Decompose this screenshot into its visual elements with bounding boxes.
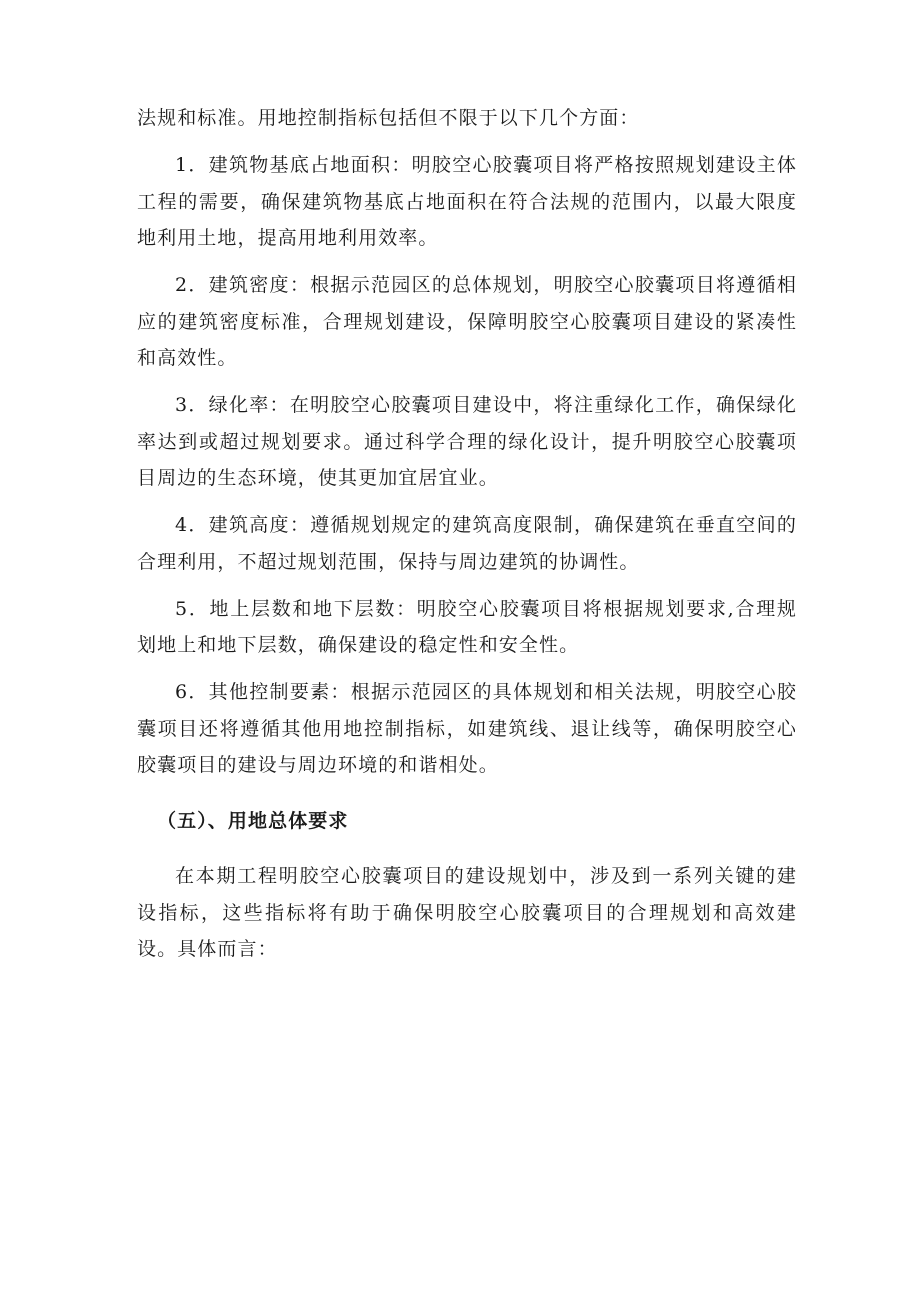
- list-item-3: 3．绿化率：在明胶空心胶囊项目建设中，将注重绿化工作，确保绿化率达到或超过规划要求。通过科学合理的绿化设计，提升明胶空心胶囊项目周边的生态环境，使其更加宜居宜业。: [137, 394, 797, 489]
- intro-paragraph: 法规和标准。用地控制指标包括但不限于以下几个方面：: [137, 107, 640, 129]
- section-paragraph: 在本期工程明胶空心胶囊项目的建设规划中，涉及到一系列关键的建设指标，这些指标将有助于确保明胶空心胶囊项目的合理规划和高效建设。具体而言：: [137, 865, 797, 960]
- list-item-2: 2．建筑密度：根据示范园区的总体规划，明胶空心胶囊项目将遵循相应的建筑密度标准，合理规划建设，保障明胶空心胶囊项目建设的紧凑性和高效性。: [137, 274, 797, 369]
- list-item-1: 1．建筑物基底占地面积：明胶空心胶囊项目将严格按照规划建设主体工程的需要，确保建筑物基底占地面积在符合法规的范围内，以最大限度地利用土地，提高用地利用效率。: [137, 154, 797, 249]
- section-heading: （五）、用地总体要求: [157, 809, 349, 832]
- list-item-6: 6．其他控制要素：根据示范园区的具体规划和相关法规，明胶空心胶囊项目还将遵循其他用地控制指标，如建筑线、退让线等，确保明胶空心胶囊项目的建设与周边环境的和谐相处。: [137, 681, 797, 776]
- list-item-5: 5．地上层数和地下层数：明胶空心胶囊项目将根据规划要求,合理规划地上和地下层数，确保建设的稳定性和安全性。: [137, 597, 797, 656]
- document-page: [137, 100, 797, 968]
- list-item-4: 4．建筑高度：遵循规划规定的建筑高度限制，确保建筑在垂直空间的合理利用，不超过规划范围，保持与周边建筑的协调性。: [137, 514, 797, 573]
